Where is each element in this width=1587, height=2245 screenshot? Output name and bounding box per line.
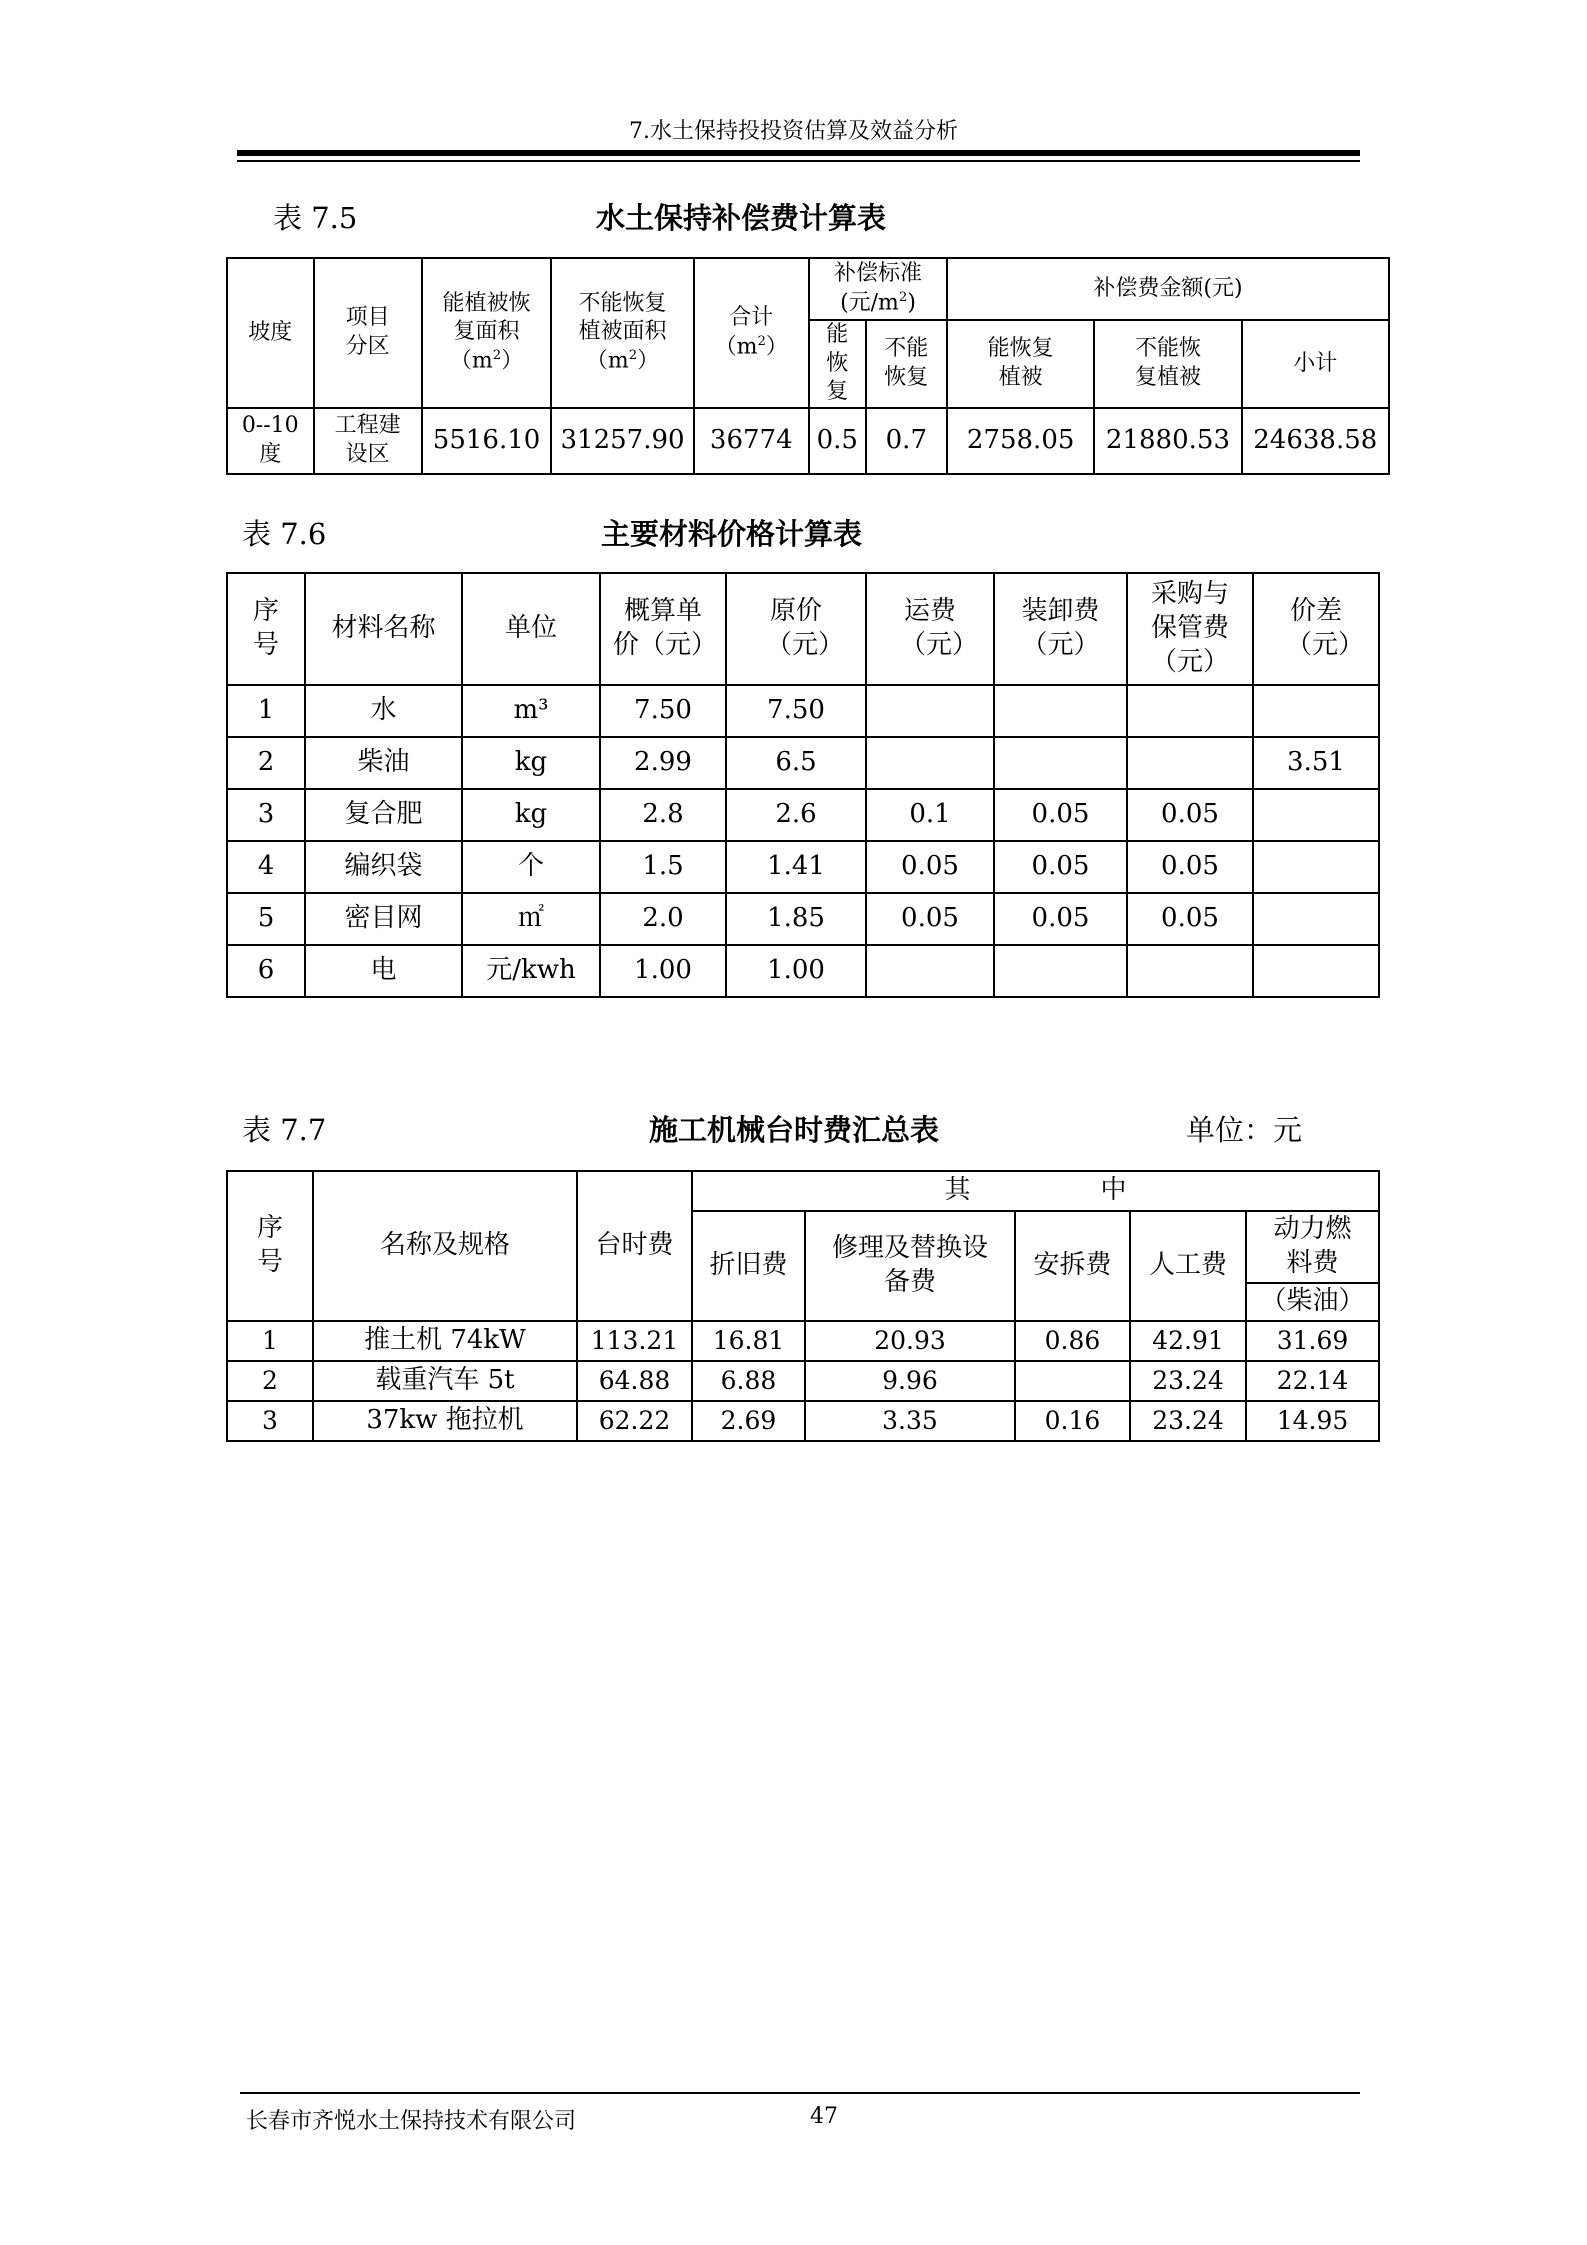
cell-std-unrestorable: 0.7 — [866, 408, 947, 474]
header-purchase-storage: 采购与保管费（元） — [1127, 573, 1253, 685]
cell — [1127, 945, 1253, 997]
header-material-name: 材料名称 — [305, 573, 462, 685]
page-number: 47 — [810, 2104, 838, 2129]
header-unit: 单位 — [462, 573, 600, 685]
cell: 密目网 — [305, 893, 462, 945]
cell-restorable-area: 5516.10 — [422, 408, 552, 474]
cell — [1015, 1361, 1130, 1401]
table-row — [227, 1361, 1379, 1401]
table-row — [227, 685, 1379, 737]
cell: 9.96 — [805, 1361, 1015, 1401]
cell — [1127, 737, 1253, 789]
table-7-7 — [226, 1170, 1380, 1442]
header-hourly-cost: 台时费 — [577, 1171, 692, 1321]
cell: 4 — [227, 841, 305, 893]
cell: 2.6 — [726, 789, 866, 841]
header-name-spec: 名称及规格 — [313, 1171, 577, 1321]
cell: 6.5 — [726, 737, 866, 789]
table-row — [227, 1401, 1379, 1441]
cell: 0.05 — [994, 841, 1127, 893]
cell: 柴油 — [305, 737, 462, 789]
table-7-7-title: 施工机械台时费汇总表 — [649, 1113, 940, 1147]
table-7-6-number: 表 7.6 — [242, 517, 327, 551]
cell: 1.41 — [726, 841, 866, 893]
header-rule-thick — [237, 150, 1360, 156]
header-amount: 补偿费金额(元) — [947, 258, 1389, 320]
cell: 20.93 — [805, 1321, 1015, 1361]
cell: 0.86 — [1015, 1321, 1130, 1361]
cell-amt-restorable: 2758.05 — [947, 408, 1094, 474]
cell: 3 — [227, 1401, 313, 1441]
cell: 1.5 — [600, 841, 726, 893]
cell: 0.05 — [1127, 789, 1253, 841]
cell — [994, 737, 1127, 789]
cell — [1253, 841, 1379, 893]
header-restorable-area: 能植被恢复面积 $(m^2)$ — [422, 258, 552, 408]
header-install: 安拆费 — [1015, 1211, 1130, 1321]
header-freight: 运费（元） — [866, 573, 994, 685]
cell: 3.35 — [805, 1401, 1015, 1441]
cell: 5 — [227, 893, 305, 945]
cell: 3 — [227, 789, 305, 841]
header-amt-unrestorable: 不能恢复植被 — [1094, 320, 1241, 408]
table-7-6 — [226, 572, 1380, 998]
cell — [994, 685, 1127, 737]
cell: 6 — [227, 945, 305, 997]
cell: 1.00 — [600, 945, 726, 997]
cell-subtotal: 24638.58 — [1242, 408, 1389, 474]
cell: 37kw 拖拉机 — [313, 1401, 577, 1441]
header-standard: 补偿标准 (元$/m^2$) — [809, 258, 947, 320]
header-repair: 修理及替换设备费 — [805, 1211, 1015, 1321]
header-price-diff: 价差（元） — [1253, 573, 1379, 685]
cell — [866, 685, 994, 737]
cell: 载重汽车 5t — [313, 1361, 577, 1401]
cell: 3.51 — [1253, 737, 1379, 789]
cell — [1253, 945, 1379, 997]
cell: m³ — [462, 685, 600, 737]
table-row — [227, 945, 1379, 997]
cell-std-restorable: 0.5 — [809, 408, 866, 474]
header-total: 合计 $(m^2)$ — [694, 258, 809, 408]
cell: 22.14 — [1246, 1361, 1379, 1401]
cell-zone: 工程建设区 — [314, 408, 422, 474]
header-amt-restorable: 能恢复植被 — [947, 320, 1094, 408]
cell: 2.0 — [600, 893, 726, 945]
cell: 元/kwh — [462, 945, 600, 997]
cell — [866, 945, 994, 997]
cell: 0.05 — [1127, 893, 1253, 945]
header-fuel-note: （柴油） — [1246, 1283, 1379, 1321]
table-7-6-title: 主要材料价格计算表 — [601, 517, 863, 551]
table-7-7-number: 表 7.7 — [242, 1113, 327, 1147]
cell — [1253, 893, 1379, 945]
cell: 23.24 — [1130, 1361, 1246, 1401]
cell: 0.05 — [994, 893, 1127, 945]
cell: 复合肥 — [305, 789, 462, 841]
table-row — [227, 737, 1379, 789]
cell: 2.8 — [600, 789, 726, 841]
header-std-unrestorable: 不能恢复 — [866, 320, 947, 408]
cell: 31.69 — [1246, 1321, 1379, 1361]
cell — [994, 945, 1127, 997]
header-group-of-which: 其 中 — [692, 1171, 1379, 1211]
cell: 电 — [305, 945, 462, 997]
cell: 0.05 — [994, 789, 1127, 841]
page-header-title: 7.水土保持投投资估算及效益分析 — [629, 119, 958, 144]
cell: 1.85 — [726, 893, 866, 945]
cell: kg — [462, 737, 600, 789]
cell-total: 36774 — [694, 408, 809, 474]
header-slope: 坡度 — [227, 258, 314, 408]
header-original-price: 原价（元） — [726, 573, 866, 685]
table-row — [227, 1321, 1379, 1361]
cell: 水 — [305, 685, 462, 737]
cell: 64.88 — [577, 1361, 692, 1401]
cell: 2 — [227, 737, 305, 789]
table-row — [227, 789, 1379, 841]
table-7-5 — [226, 257, 1390, 475]
cell-unrestorable-area: 31257.90 — [551, 408, 693, 474]
table-7-7-unit: 单位：元 — [1186, 1113, 1303, 1147]
cell: 2 — [227, 1361, 313, 1401]
footer-rule — [240, 2092, 1360, 2094]
header-unrestorable-area: 不能恢复植被面积 $(m^2)$ — [551, 258, 693, 408]
cell: 23.24 — [1130, 1401, 1246, 1441]
cell: 7.50 — [600, 685, 726, 737]
header-zone: 项目分区 — [314, 258, 422, 408]
header-handling: 装卸费（元） — [994, 573, 1127, 685]
table-row — [227, 841, 1379, 893]
cell: 0.16 — [1015, 1401, 1130, 1441]
cell: 2.99 — [600, 737, 726, 789]
cell — [866, 737, 994, 789]
cell: 1 — [227, 685, 305, 737]
cell — [1253, 789, 1379, 841]
header-std-restorable: 能恢复 — [809, 320, 866, 408]
header-depreciation: 折旧费 — [692, 1211, 805, 1321]
cell: 42.91 — [1130, 1321, 1246, 1361]
cell: 2.69 — [692, 1401, 805, 1441]
cell: kg — [462, 789, 600, 841]
header-fuel: 动力燃料费 — [1246, 1211, 1379, 1283]
cell: 7.50 — [726, 685, 866, 737]
header-rule-thin — [237, 160, 1360, 162]
cell: 62.22 — [577, 1401, 692, 1441]
cell: 113.21 — [577, 1321, 692, 1361]
header-subtotal: 小计 — [1242, 320, 1389, 408]
cell: 0.05 — [1127, 841, 1253, 893]
table-row — [227, 893, 1379, 945]
cell: 推土机 74kW — [313, 1321, 577, 1361]
table-7-5-number: 表 7.5 — [273, 201, 358, 235]
cell: 1.00 — [726, 945, 866, 997]
cell: ㎡ — [462, 893, 600, 945]
header-seq: 序号 — [227, 573, 305, 685]
cell: 14.95 — [1246, 1401, 1379, 1441]
table-7-5-title: 水土保持补偿费计算表 — [596, 201, 887, 235]
cell: 0.05 — [866, 841, 994, 893]
cell: 个 — [462, 841, 600, 893]
header-labor: 人工费 — [1130, 1211, 1246, 1321]
cell: 编织袋 — [305, 841, 462, 893]
header-seq: 序号 — [227, 1171, 313, 1321]
cell: 0.1 — [866, 789, 994, 841]
footer-company: 长春市齐悦水土保持技术有限公司 — [246, 2109, 577, 2134]
cell: 6.88 — [692, 1361, 805, 1401]
cell: 0.05 — [866, 893, 994, 945]
cell-amt-unrestorable: 21880.53 — [1094, 408, 1241, 474]
cell: 16.81 — [692, 1321, 805, 1361]
header-estimate-price: 概算单价（元） — [600, 573, 726, 685]
cell — [1253, 685, 1379, 737]
cell: 1 — [227, 1321, 313, 1361]
cell — [1127, 685, 1253, 737]
cell-slope: 0--10度 — [227, 408, 314, 474]
